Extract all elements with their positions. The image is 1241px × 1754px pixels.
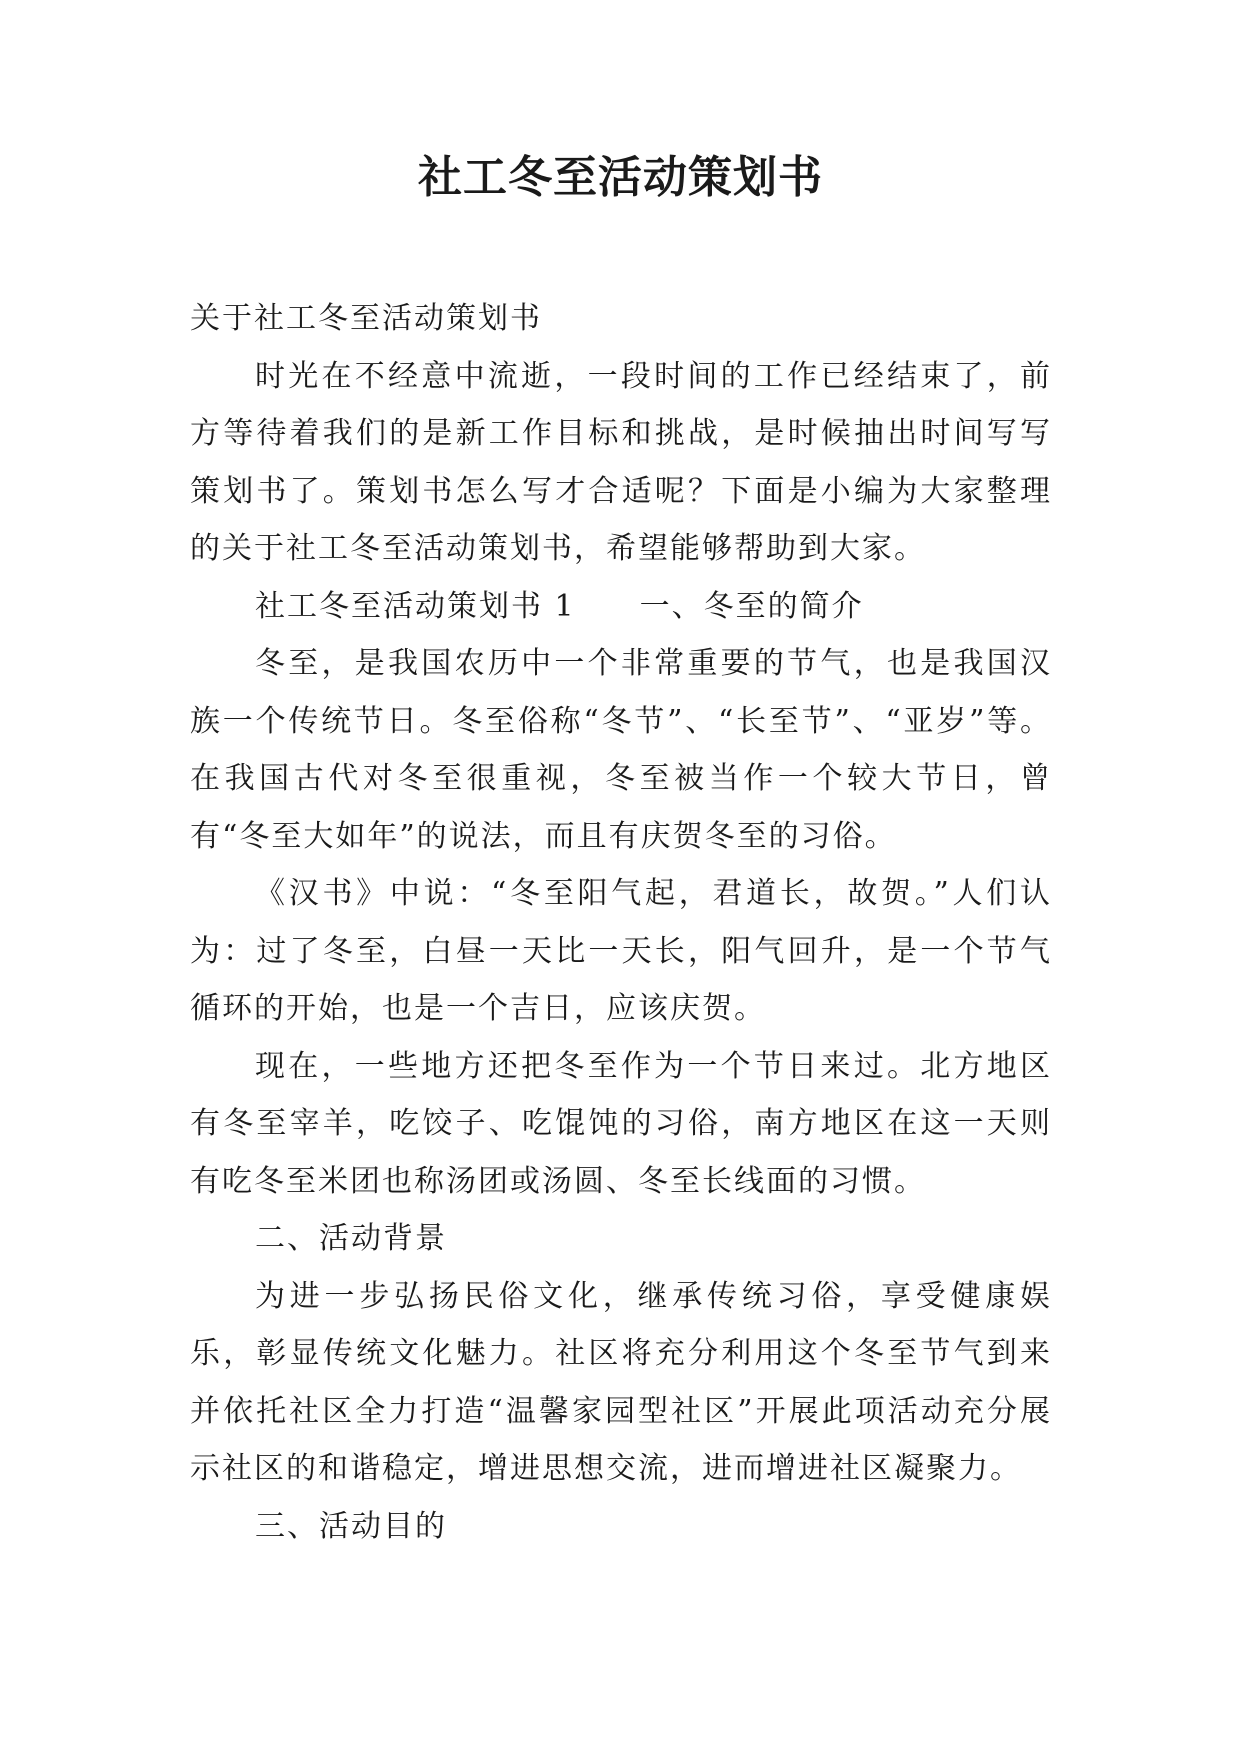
section-heading-plan-1: 社工冬至活动策划书 1 一、冬至的简介	[255, 588, 864, 624]
document-body	[190, 290, 1052, 1555]
paragraph-customs: 现在，一些地方还把冬至作为一个节日来过。北方地区有冬至宰羊，吃饺子、吃馄饨的习俗，南方地区在这一天则有吃冬至米团也称汤团或汤圆、冬至长线面的习惯。	[190, 1048, 1052, 1199]
paragraph-hanshu-quote: 《汉书》中说：“冬至阳气起，君道长，故贺。”人们认为：过了冬至，白昼一天比一天长，阳气回升，是一个节气循环的开始，也是一个吉日，应该庆贺。	[190, 876, 1052, 1026]
section-heading-purpose: 三、活动目的	[255, 1508, 447, 1544]
document-title: 社工冬至活动策划书	[418, 152, 823, 203]
section-heading-background: 二、活动背景	[255, 1221, 447, 1256]
subtitle-line: 关于社工冬至活动策划书	[190, 301, 542, 336]
paragraph-background: 为进一步弘扬民俗文化，继承传统习俗，享受健康娱乐，彰显传统文化魅力。社区将充分利用这个冬至节气到来并依托社区全力打造“温馨家园型社区”开展此项活动充分展示社区的和谐稳定，增进思想交流，进而增进社区凝聚力。	[190, 1278, 1052, 1486]
paragraph-winter-solstice-intro: 冬至，是我国农历中一个非常重要的节气，也是我国汉族一个传统节日。冬至俗称“冬节”、“长至节”、“亚岁”等。在我国古代对冬至很重视，冬至被当作一个较大节日，曾有“冬至大如年”的说法，而且有庆贺冬至的习俗。	[190, 646, 1052, 854]
intro-paragraph: 时光在不经意中流逝，一段时间的工作已经结束了，前方等待着我们的是新工作目标和挑战，是时候抽出时间写写策划书了。策划书怎么写才合适呢？下面是小编为大家整理的关于社工冬至活动策划书，希望能够帮助到大家。	[190, 358, 1052, 566]
